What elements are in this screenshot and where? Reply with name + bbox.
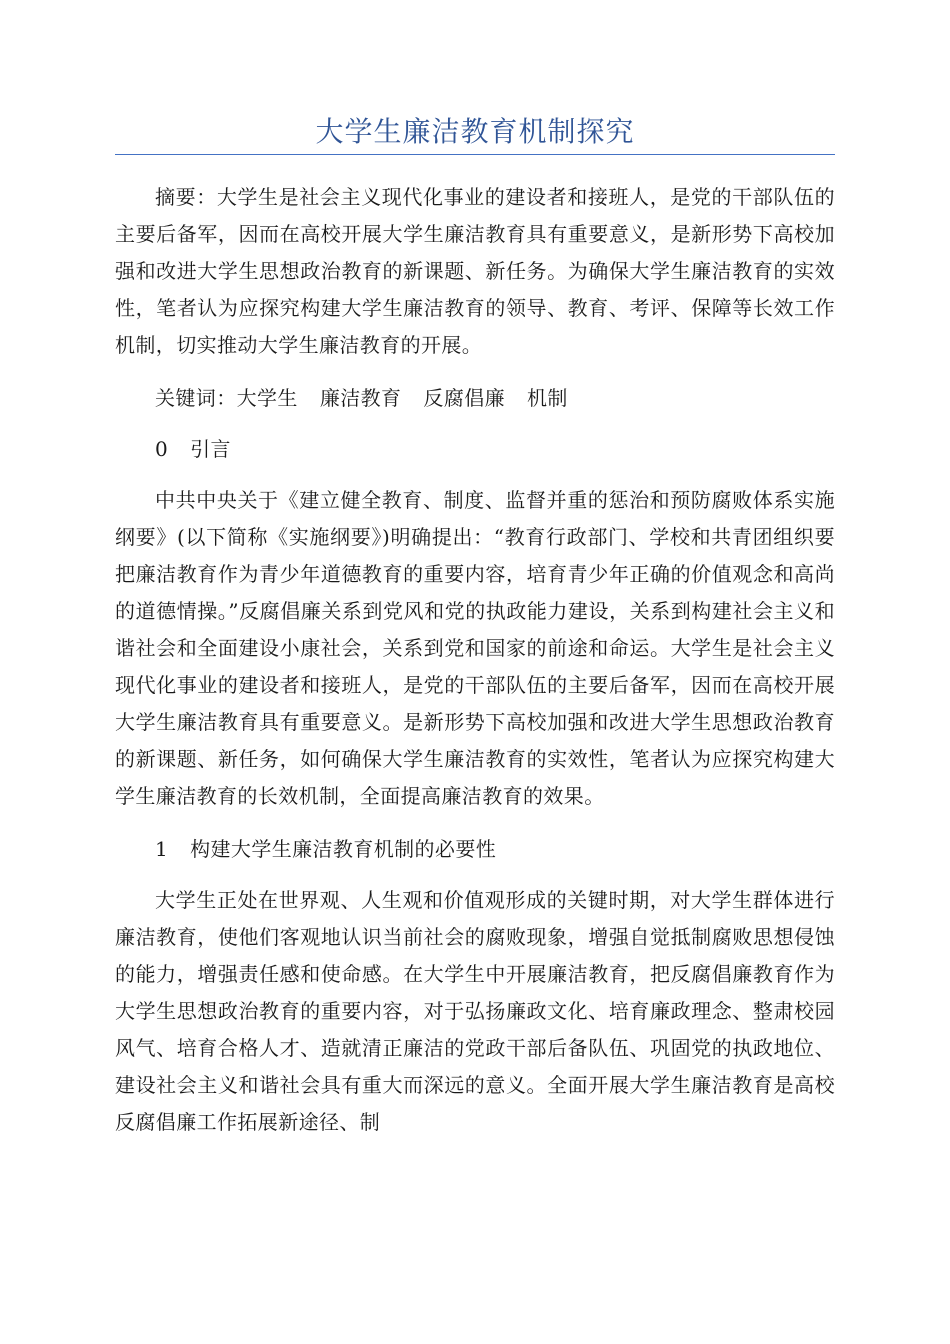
keywords-line (115, 380, 835, 417)
document-title: 大学生廉洁教育机制探究 (315, 115, 635, 148)
keyword-item: 廉洁教育 (319, 386, 402, 410)
section-number: 1 (155, 837, 169, 861)
keywords-label: 关键词： (155, 386, 237, 410)
keyword-item: 反腐倡廉 (423, 386, 506, 410)
section-number: 0 (155, 437, 169, 461)
keyword-item: 机制 (527, 386, 568, 410)
abstract-paragraph: 摘要：大学生是社会主义现代化事业的建设者和接班人，是党的干部队伍的主要后备军，因而在高校开展大学生廉洁教育具有重要意义，是新形势下高校加强和改进大学生思想政治教育的新课题、新任务。为确保大学生廉洁教育的实效性，笔者认为应探究构建大学生廉洁教育的领导、教育、考评、保障等长效工作机制，切实推动大学生廉洁教育的开展。 (115, 185, 835, 357)
keyword-item: 大学生 (236, 386, 298, 410)
body-paragraph: 中共中央关于《建立健全教育、制度、监督并重的惩治和预防腐败体系实施纲要》(以下简称《实施纲要》)明确提出：“教育行政部门、学校和共青团组织要把廉洁教育作为青少年道德教育的重要内容，培育青少年正确的价值观念和高尚的道德情操。”反腐倡廉关系到党风和党的执政能力建设，关系到构建社会主义和谐社会和全面建设小康社会，关系到党和国家的前途和命运。大学生是社会主义现代化事业的建设者和接班人，是党的干部队伍的主要后备军，因而在高校开展大学生廉洁教育具有重要意义。是新形势下高校加强和改进大学生思想政治教育的新课题、新任务，如何确保大学生廉洁教育的实效性，笔者认为应探究构建大学生廉洁教育的长效机制，全面提高廉洁教育的效果。 (115, 488, 835, 808)
section-title: 引言 (190, 437, 231, 461)
section-title: 构建大学生廉洁教育机制的必要性 (190, 837, 497, 861)
title-underline (115, 154, 835, 155)
body-paragraph: 大学生正处在世界观、人生观和价值观形成的关键时期，对大学生群体进行廉洁教育，使他们客观地认识当前社会的腐败现象，增强自觉抵制腐败思想侵蚀的能力，增强责任感和使命感。在大学生中开展廉洁教育，把反腐倡廉教育作为大学生思想政治教育的重要内容，对于弘扬廉政文化、培育廉政理念、整肃校园风气、培育合格人才、造就清正廉洁的党政干部后备队伍、巩固党的执政地位、建设社会主义和谐社会具有重大而深远的意义。全面开展大学生廉洁教育是高校反腐倡廉工作拓展新途径、制 (115, 888, 835, 1134)
document-body (115, 179, 835, 1157)
section-heading (115, 831, 835, 868)
section-heading (115, 431, 835, 468)
